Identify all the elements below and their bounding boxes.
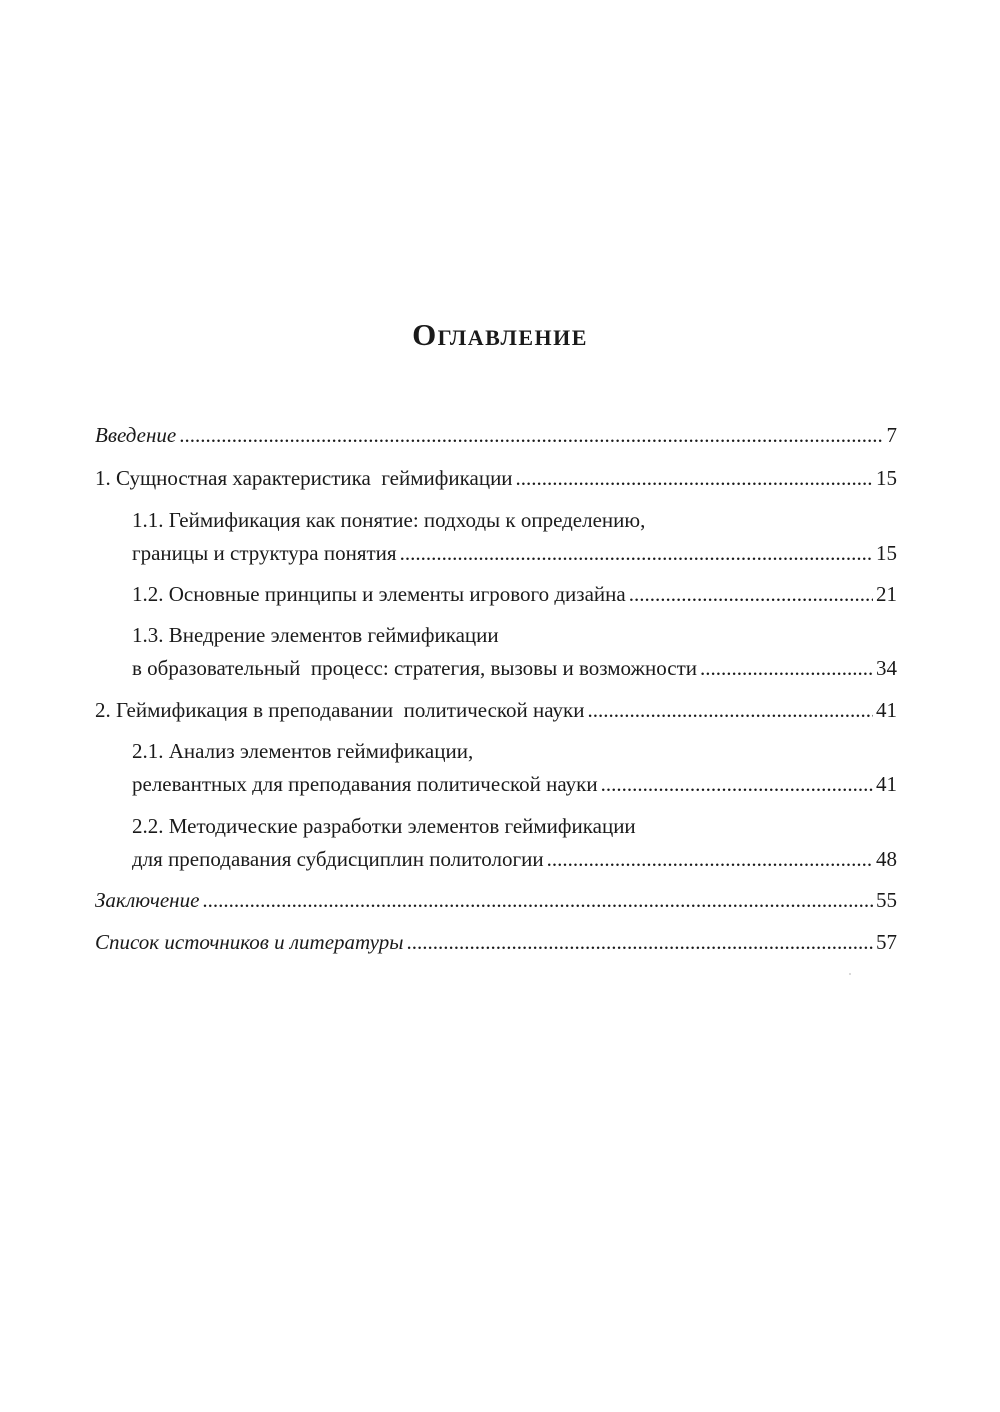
toc-entry-section-1-3-line2[interactable]	[132, 653, 897, 683]
toc-entry-chapter-2[interactable]	[95, 695, 897, 725]
toc-entry-bibliography[interactable]	[95, 927, 897, 957]
toc-entry-section-1-1-line2[interactable]	[132, 538, 897, 568]
dot-leader	[516, 463, 873, 493]
dot-leader	[700, 653, 873, 683]
toc-page-number: 21	[876, 582, 897, 606]
toc-page-number: 15	[876, 466, 897, 490]
toc-entry-title-continued: релевантных для преподавания политической науки	[132, 772, 598, 796]
toc-entry-title: Заключение	[95, 888, 200, 912]
toc-page-number: 7	[886, 423, 897, 447]
table-of-contents	[95, 0, 897, 1412]
toc-entry-title: 1.1. Геймификация как понятие: подходы к определению,	[132, 508, 646, 532]
toc-entry-title: 2. Геймификация в преподавании политической науки	[95, 698, 585, 722]
toc-entry-conclusion[interactable]	[95, 885, 897, 915]
toc-entry-title: 1.2. Основные принципы и элементы игрового дизайна	[132, 582, 626, 606]
toc-entry-title: 1. Сущностная характеристика геймификации	[95, 466, 513, 490]
dot-leader	[629, 579, 873, 609]
toc-entry-title-continued: для преподавания субдисциплин политологии	[132, 847, 544, 871]
toc-entry-section-1-3-line1[interactable]	[132, 620, 897, 650]
page-title: Оглавление	[412, 317, 588, 352]
toc-page-number: 15	[876, 541, 897, 565]
toc-entry-chapter-1[interactable]	[95, 463, 897, 493]
scan-artifact	[849, 973, 851, 975]
toc-entry-section-2-1-line2[interactable]	[132, 769, 897, 799]
dot-leader	[179, 420, 883, 450]
toc-page-number: 55	[876, 888, 897, 912]
toc-entry-section-1-2[interactable]	[132, 579, 897, 609]
toc-page-number: 48	[876, 847, 897, 871]
toc-page-number: 41	[876, 772, 897, 796]
toc-entry-title: 2.1. Анализ элементов геймификации,	[132, 739, 474, 763]
toc-entry-section-2-2-line1[interactable]	[132, 811, 897, 841]
toc-entry-title: 1.3. Внедрение элементов геймификации	[132, 623, 499, 647]
dot-leader	[601, 769, 873, 799]
toc-entry-section-1-1-line1[interactable]	[132, 505, 897, 535]
toc-entry-title-continued: в образовательный процесс: стратегия, вызовы и возможности	[132, 656, 697, 680]
toc-entry-title: Список источников и литературы	[95, 930, 404, 954]
toc-entry-introduction[interactable]	[95, 420, 897, 450]
toc-entry-title: 2.2. Методические разработки элементов геймификации	[132, 814, 636, 838]
toc-page-number: 57	[876, 930, 897, 954]
toc-page-number: 41	[876, 698, 897, 722]
toc-entry-section-2-1-line1[interactable]	[132, 736, 897, 766]
dot-leader	[547, 844, 873, 874]
toc-entry-title: Введение	[95, 423, 177, 447]
toc-page-number: 34	[876, 656, 897, 680]
dot-leader	[400, 538, 873, 568]
toc-entry-section-2-2-line2[interactable]	[132, 844, 897, 874]
dot-leader	[406, 927, 873, 957]
dot-leader	[587, 695, 873, 725]
toc-entry-title-continued: границы и структура понятия	[132, 541, 397, 565]
dot-leader	[202, 885, 873, 915]
